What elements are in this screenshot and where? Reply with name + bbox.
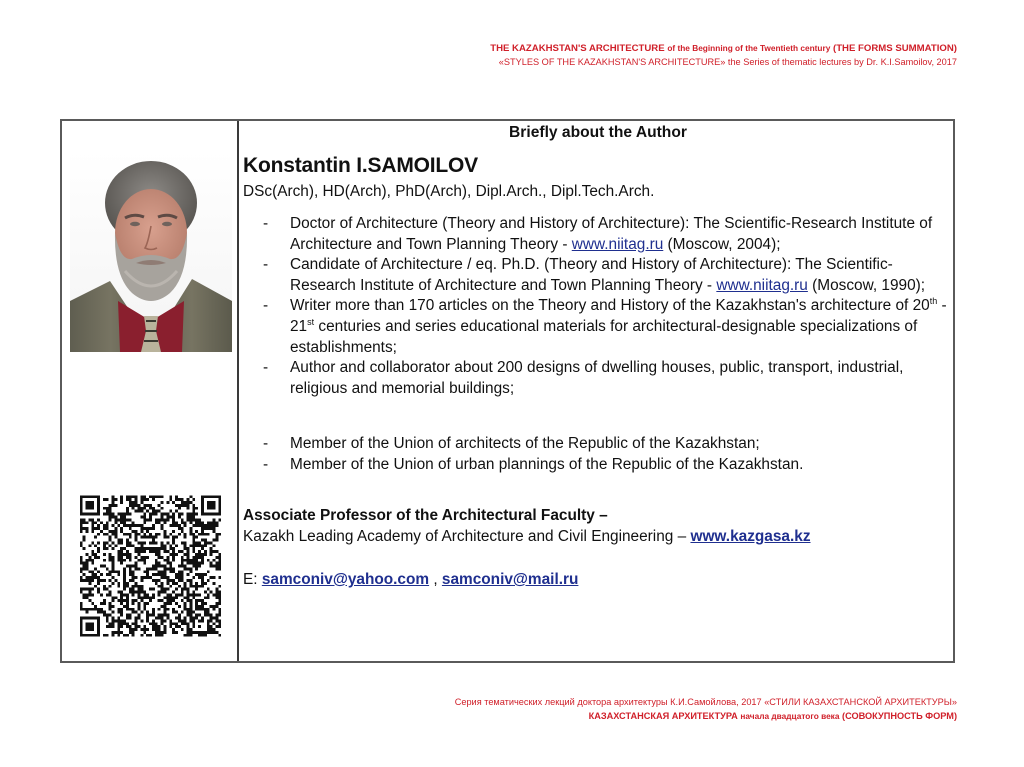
bullet-dash: - bbox=[263, 215, 269, 232]
column-divider bbox=[237, 121, 239, 661]
niitag-link[interactable]: www.niitag.ru bbox=[571, 235, 664, 253]
superscript-st: st bbox=[307, 316, 315, 327]
email-label: E: bbox=[243, 571, 262, 588]
header-title-middle: of the Beginning of the Twentieth century bbox=[667, 43, 831, 53]
list-item bbox=[263, 296, 953, 358]
list-item bbox=[263, 255, 953, 296]
header-title-bold: THE KAZAKHSTAN'S ARCHITECTURE bbox=[490, 43, 665, 54]
item-text: Member of the Union of architects of the Republic of the Kazakhstan; bbox=[290, 435, 760, 452]
header-title-end: (THE FORMS SUMMATION) bbox=[833, 43, 957, 54]
item-text-end: centuries and series educational materials for architectural-designable specializations of establishments; bbox=[290, 317, 918, 356]
item-text: Candidate of Architecture / eq. Ph.D. (Theory and History of Architecture): The Scientific-Research Institute of Architecture and Town Planning Theory - bbox=[290, 256, 893, 294]
email-line bbox=[243, 571, 578, 589]
footer-title-bold: КАЗАХСТАНСКАЯ АРХИТЕКТУРА bbox=[588, 711, 738, 721]
author-portrait bbox=[70, 151, 232, 352]
bullet-dash: - bbox=[263, 359, 269, 377]
email-separator: , bbox=[429, 571, 442, 588]
list-item bbox=[263, 214, 953, 255]
footer-series-line: Серия тематических лекций доктора архитектуры К.И.Самойлова, 2017 «СТИЛИ КАЗАХСТАНСКОЙ АРХИТЕКТУРЫ» bbox=[454, 697, 957, 707]
footer-title-end: (СОВОКУПНОСТЬ ФОРМ) bbox=[842, 711, 957, 721]
card-title: Briefly about the Author bbox=[509, 124, 687, 141]
credentials-list bbox=[263, 214, 953, 399]
header-series-line: «STYLES OF THE KAZAKHSTAN'S ARCHITECTURE» the Series of thematic lectures by Dr. K.I.Samoilov, 2017 bbox=[498, 57, 957, 67]
item-text: Writer more than 170 articles on the Theory and History of the Kazakhstan's architecture of 20 bbox=[290, 297, 930, 315]
author-card bbox=[60, 119, 955, 663]
item-text-after: (Moscow, 1990); bbox=[807, 276, 926, 294]
list-item bbox=[263, 434, 953, 455]
memberships-list bbox=[263, 434, 953, 475]
author-name: Konstantin I.SAMOILOV bbox=[243, 154, 478, 177]
academy-name: Kazakh Leading Academy of Architecture and Civil Engineering – bbox=[243, 528, 691, 545]
header-title-line bbox=[490, 43, 957, 54]
item-text-mid: - 21 bbox=[290, 297, 947, 335]
item-text: Author and collaborator about 200 designs of dwelling houses, public, transport, industrial, religious and memorial buildings; bbox=[290, 359, 904, 397]
email-mail-link[interactable]: samconiv@mail.ru bbox=[441, 571, 579, 588]
qr-code bbox=[74, 486, 227, 646]
kazgasa-link[interactable]: www.kazgasa.kz bbox=[690, 528, 811, 545]
footer-title-middle: начала двадцатого века bbox=[740, 711, 840, 721]
list-item bbox=[263, 455, 953, 476]
niitag-link[interactable]: www.niitag.ru bbox=[716, 276, 808, 294]
item-text: Member of the Union of urban plannings of the Republic of the Kazakhstan. bbox=[290, 455, 804, 473]
bullet-dash: - bbox=[263, 455, 269, 473]
email-yahoo-link[interactable]: samconiv@yahoo.com bbox=[261, 571, 430, 588]
item-text-after: (Moscow, 2004); bbox=[663, 235, 781, 253]
position-title: Associate Professor of the Architectural Faculty – bbox=[243, 507, 608, 524]
bullet-dash: - bbox=[263, 297, 269, 315]
author-info bbox=[243, 121, 953, 661]
academy-line bbox=[243, 528, 811, 546]
footer-title-line bbox=[589, 711, 957, 721]
author-degrees: DSc(Arch), HD(Arch), PhD(Arch), Dipl.Arch., Dipl.Tech.Arch. bbox=[243, 183, 655, 200]
bullet-dash: - bbox=[263, 435, 269, 452]
list-item bbox=[263, 358, 953, 399]
item-text: Doctor of Architecture (Theory and History of Architecture): The Scientific-Research Institute of Architecture and Town Planning Theory - bbox=[290, 215, 933, 253]
superscript-th: th bbox=[929, 296, 938, 307]
bullet-dash: - bbox=[263, 256, 269, 274]
